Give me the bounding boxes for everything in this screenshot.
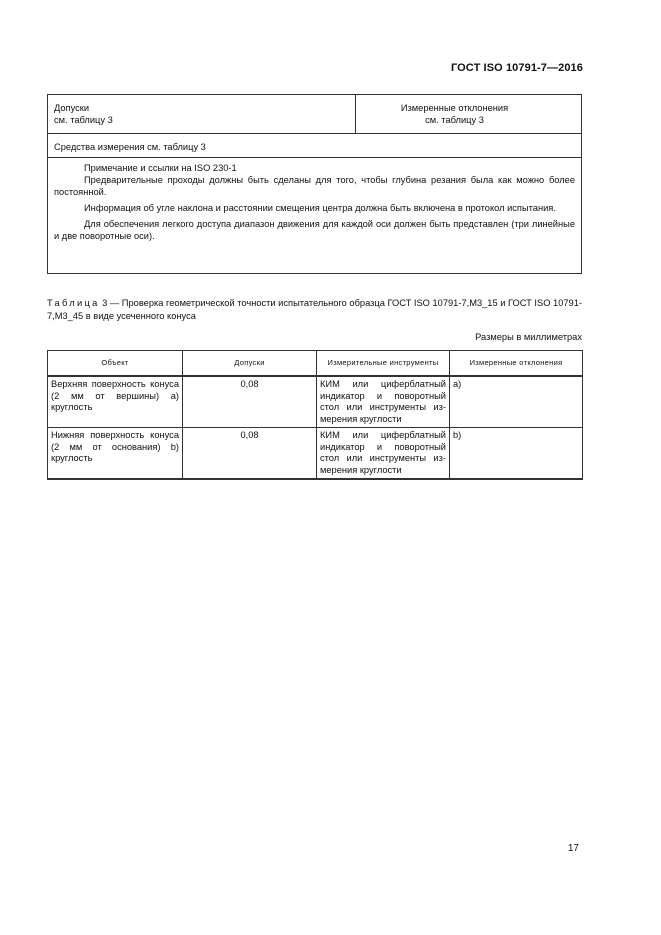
document-header: ГОСТ ISO 10791-7—2016 [450,62,583,74]
table-caption-label: Таблица [47,298,100,308]
units-note: Размеры в миллиметрах [475,332,582,342]
header-object: Объект [48,351,183,377]
measured-deviation-label: Измеренные отклонения [400,103,509,113]
measured-deviation-ref: см. таблицу 3 [425,115,484,125]
table-row [48,376,583,428]
measuring-instruments-row: Средства измерения см. таблицу 3 [48,134,581,158]
measured-deviation-cell [356,95,581,133]
note-paragraph: Для обеспечения легкого доступа диапазон движения для каждой оси должен быть представлен (три линейные и две поворотные оси). [54,219,575,241]
table-header-row [48,351,583,377]
geometry-check-table [47,350,583,480]
header-instruments: Измерительные инструменты [317,351,450,377]
cell-deviation: a) [450,376,583,428]
table-caption-text: — Проверка геометрической точности испытательного образца ГОСТ ISO 10791-7,M3_15 и ГОСТ ISO 10791-7,M3_45 в виде усеченного конуса [47,298,582,321]
note-paragraph: Предварительные проходы должны быть сделаны для того, чтобы глубина резания была как можно более постоянной. [54,175,575,197]
test-details-box [47,94,582,274]
cell-instruments: КИМ или циферблатный индикатор и поворотный стол или инструменты измерения круглости [317,376,450,428]
cell-object: Нижняя поверхность конуса (2 мм от основания) b) круглость [48,428,183,480]
page-number: 17 [567,843,579,854]
table-row [48,428,583,480]
cell-deviation: b) [450,428,583,480]
cell-tolerance: 0,08 [183,428,317,480]
cell-object: Верхняя поверхность конуса (2 мм от вершины) а) круглость [48,376,183,428]
tolerance-cell [48,95,356,133]
cell-instruments: КИМ или циферблатный индикатор и поворотный стол или инструменты измерения круглости [317,428,450,480]
tolerance-row [48,95,581,134]
cell-tolerance: 0,08 [183,376,317,428]
header-tolerance: Допуски [183,351,317,377]
notes-section [48,158,581,242]
notes-title: Примечание и ссылки на ISO 230-1 [84,163,237,173]
tolerance-ref: см. таблицу 3 [54,115,113,125]
table-caption-number: 3 [102,298,108,308]
note-paragraph: Информация об угле наклона и расстоянии смещения центра должна быть включена в протокол испытания. [84,203,556,213]
header-deviations: Измеренные отклонения [450,351,583,377]
tolerance-label: Допуски [54,103,90,113]
table-caption [47,297,582,323]
